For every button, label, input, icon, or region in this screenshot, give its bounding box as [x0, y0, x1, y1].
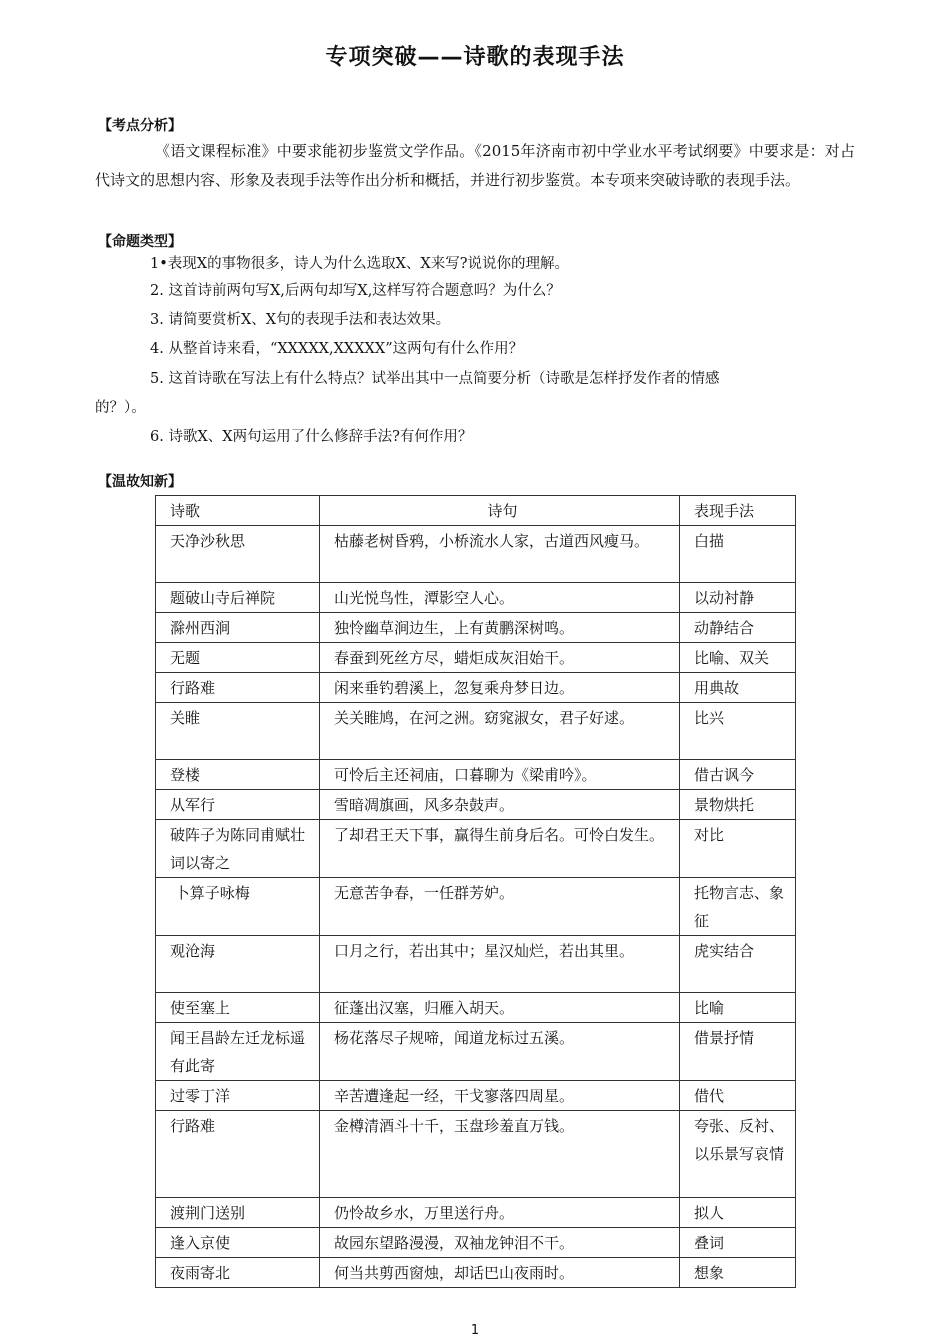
- poem-title: 行路难: [156, 1111, 320, 1198]
- poem-line: 征蓬出汉塞，归雁入胡天。: [320, 993, 680, 1023]
- table-row: [156, 1023, 796, 1081]
- poem-line: 故园东望路漫漫，双袖龙钟泪不干。: [320, 1228, 680, 1258]
- technique: 借代: [680, 1081, 796, 1111]
- table-row: [156, 936, 796, 993]
- table-row: [156, 760, 796, 790]
- poem-line: 辛苦遭逢起一经，干戈寥落四周星。: [320, 1081, 680, 1111]
- table-row: [156, 878, 796, 936]
- technique: 比兴: [680, 703, 796, 760]
- poem-title: 逢入京使: [156, 1228, 320, 1258]
- technique: 比喻、双关: [680, 643, 796, 673]
- question-3: 3. 请简要赏析X、X句的表现手法和表达效果。: [150, 312, 451, 328]
- poem-line: 杨花落尽子规啼，闻道龙标过五溪。: [320, 1023, 680, 1081]
- table-row: [156, 526, 796, 583]
- section-heading-review: 【温故知新】: [98, 474, 182, 490]
- table-header-row: [156, 496, 796, 526]
- poetry-techniques-table: [155, 495, 796, 1288]
- technique: 动静结合: [680, 613, 796, 643]
- technique: 夸张、反衬、以乐景写哀情: [680, 1111, 796, 1198]
- poem-line: 关关睢鸠，在河之洲。窈窕淑女，君子好逑。: [320, 703, 680, 760]
- technique: 比喻: [680, 993, 796, 1023]
- poem-line: 春蚕到死丝方尽，蜡炬成灰泪始干。: [320, 643, 680, 673]
- section-heading-analysis: 【考点分析】: [98, 118, 182, 134]
- question-6: 6. 诗歌X、X两句运用了什么修辞手法?有何作用？: [150, 429, 473, 445]
- poem-line: 可怜后主还祠庙，口暮聊为《梁甫吟》。: [320, 760, 680, 790]
- table-row: [156, 820, 796, 878]
- poem-line: 仍怜故乡水，万里送行舟。: [320, 1198, 680, 1228]
- poem-title: 滁州西涧: [156, 613, 320, 643]
- poem-title: 使至塞上: [156, 993, 320, 1023]
- table-row: [156, 643, 796, 673]
- technique: 叠词: [680, 1228, 796, 1258]
- header-poem: 诗歌: [156, 496, 320, 526]
- poem-line: 金樽清酒斗十千，玉盘珍羞直万钱。: [320, 1111, 680, 1198]
- technique: 虎实结合: [680, 936, 796, 993]
- table-row: [156, 673, 796, 703]
- poem-line: 无意苦争春，一任群芳妒。: [320, 878, 680, 936]
- technique: 想象: [680, 1258, 796, 1288]
- poem-line: 枯藤老树昏鸦，小桥流水人家，古道西风瘦马。: [320, 526, 680, 583]
- poem-line: 口月之行，若出其中；星汉灿烂，若出其里。: [320, 936, 680, 993]
- technique: 用典故: [680, 673, 796, 703]
- poem-title: 登楼: [156, 760, 320, 790]
- table-row: [156, 1198, 796, 1228]
- technique: 以动衬静: [680, 583, 796, 613]
- section-heading-question-types: 【命题类型】: [98, 234, 182, 250]
- table-row: [156, 703, 796, 760]
- question-2: 2. 这首诗前两句写X,后两句却写X,这样写符合题意吗？为什么？: [150, 283, 561, 299]
- table-row: [156, 583, 796, 613]
- table-row: [156, 613, 796, 643]
- poem-title: 观沧海: [156, 936, 320, 993]
- table-row: [156, 1111, 796, 1198]
- poem-line: 雪暗凋旗画，风多杂鼓声。: [320, 790, 680, 820]
- table-row: [156, 1258, 796, 1288]
- table-row: [156, 1081, 796, 1111]
- poem-title: 破阵子为陈同甫赋壮词以寄之: [156, 820, 320, 878]
- poem-line: 了却君王天下事，赢得生前身后名。可怜白发生。: [320, 820, 680, 878]
- question-1: 1•表现X的事物很多，诗人为什么选取X、X来写?说说你的理解。: [150, 256, 570, 272]
- poem-title: 过零丁洋: [156, 1081, 320, 1111]
- poem-title: 行路难: [156, 673, 320, 703]
- technique: 借古讽今: [680, 760, 796, 790]
- header-technique: 表现手法: [680, 496, 796, 526]
- technique: 对比: [680, 820, 796, 878]
- header-line: 诗句: [320, 496, 680, 526]
- poem-title: 渡荆门送别: [156, 1198, 320, 1228]
- poem-line: 独怜幽草涧边生，上有黄鹏深树鸣。: [320, 613, 680, 643]
- table-row: [156, 1228, 796, 1258]
- table-row: [156, 790, 796, 820]
- technique: 景物烘托: [680, 790, 796, 820]
- poem-line: 何当共剪西窗烛，却话巴山夜雨时。: [320, 1258, 680, 1288]
- technique: 拟人: [680, 1198, 796, 1228]
- page-number: 1: [470, 1323, 480, 1338]
- poem-line: 闲来垂钓碧溪上，忽复乘舟梦日边。: [320, 673, 680, 703]
- page-title: 专项突破——诗歌的表现手法: [325, 45, 625, 70]
- poem-title: 夜雨寄北: [156, 1258, 320, 1288]
- table-row: [156, 993, 796, 1023]
- technique: 托物言志、象征: [680, 878, 796, 936]
- analysis-paragraph: 《语文课程标准》中要求能初步鉴赏文学作品。《2015年济南市初中学业水平考试纲要》中要求是：对占代诗文的思想内容、形象及表现手法等作出分析和概括，并进行初步鉴赏。本专项来突破诗歌的表现手法。: [95, 142, 855, 189]
- poem-title: 卜算子咏梅: [156, 878, 320, 936]
- poem-title: 闻王昌龄左迁龙标遥有此寄: [156, 1023, 320, 1081]
- question-5: 5. 这首诗歌在写法上有什么特点？试举出其中一点简要分析（诗歌是怎样抒发作者的情感: [150, 371, 720, 387]
- question-4: 4. 从整首诗来看，“XXXXX,XXXXX”这两句有什么作用？: [150, 341, 524, 357]
- poem-title: 无题: [156, 643, 320, 673]
- poem-title: 从军行: [156, 790, 320, 820]
- question-5-continuation: 的？）。: [95, 400, 146, 416]
- poem-title: 天净沙秋思: [156, 526, 320, 583]
- technique: 借景抒情: [680, 1023, 796, 1081]
- poem-title: 关睢: [156, 703, 320, 760]
- technique: 白描: [680, 526, 796, 583]
- poem-line: 山光悦鸟性，潭影空人心。: [320, 583, 680, 613]
- poem-title: 题破山寺后禅院: [156, 583, 320, 613]
